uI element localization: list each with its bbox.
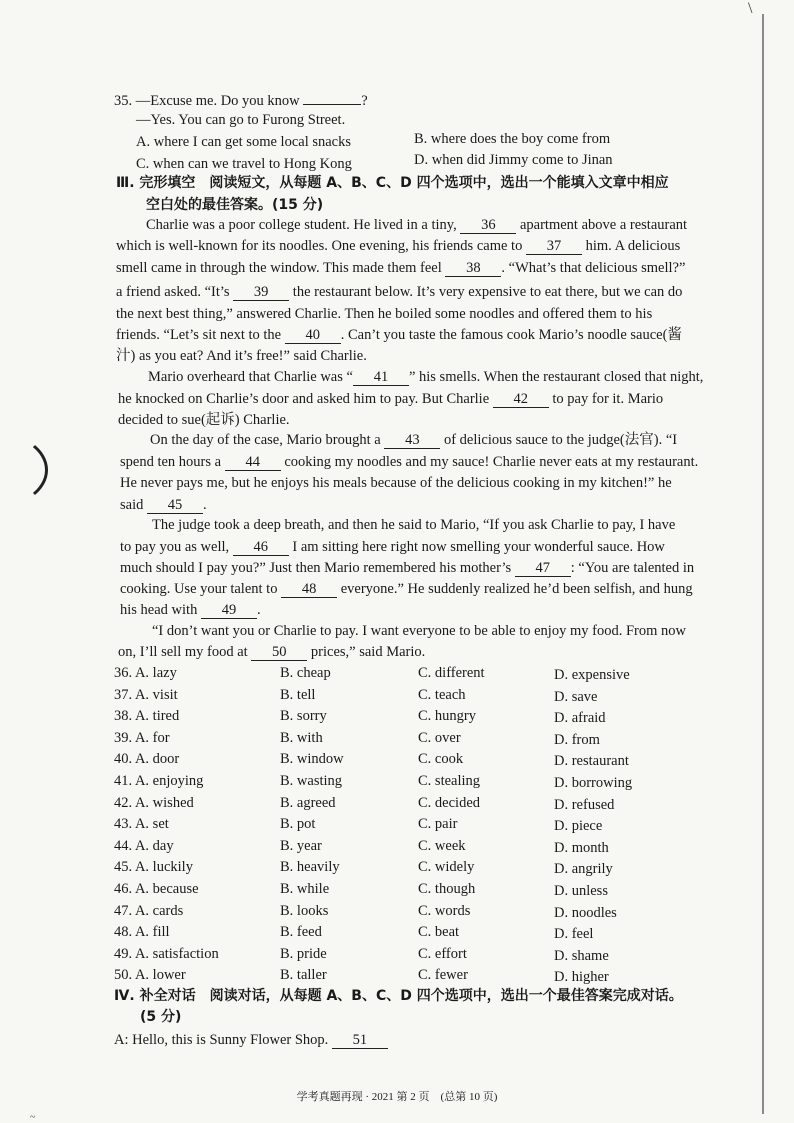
option-48-d: D. feel <box>554 926 594 942</box>
option-39-c: C. over <box>418 730 461 746</box>
passage-line: on, I’ll sell my food at 50 prices,” said Mario. <box>118 644 426 660</box>
q35-option-a: A. where I can get some local snacks <box>136 134 352 150</box>
passage-line: The judge took a deep breath, and then he said to Mario, “If you ask Charlie to pay, I have <box>152 517 676 533</box>
blank-43: 43 <box>384 433 440 449</box>
binding-hole-arc <box>0 432 48 508</box>
blank-46: 46 <box>233 540 289 556</box>
option-49-d: D. shame <box>554 948 609 964</box>
option-49-b: B. pride <box>280 946 327 962</box>
option-37-c: C. teach <box>418 687 466 703</box>
option-50-a: 50. A. lower <box>114 967 186 983</box>
option-43-d: D. piece <box>554 818 603 834</box>
blank-50: 50 <box>251 645 307 661</box>
blank-40: 40 <box>285 328 341 344</box>
option-42-d: D. refused <box>554 797 615 813</box>
passage-line: smell came in through the window. This made them feel 38 . “What’s that delicious smell?” <box>116 260 686 276</box>
option-39-b: B. with <box>280 730 323 746</box>
option-44-a: 44. A. day <box>114 838 174 854</box>
blank-44: 44 <box>225 455 281 471</box>
passage-line: Mario overheard that Charlie was “ 41 ” his smells. When the restaurant closed that night, <box>148 369 704 385</box>
option-41-d: D. borrowing <box>554 775 633 791</box>
option-40-b: B. window <box>280 751 344 767</box>
option-37-b: B. tell <box>280 687 316 703</box>
option-40-c: C. cook <box>418 751 464 767</box>
passage-line: the next best thing,” answered Charlie. Then he boiled some noodles and offered them to his <box>116 306 653 322</box>
option-49-c: C. effort <box>418 946 467 962</box>
option-50-d: D. higher <box>554 969 609 985</box>
option-36-b: B. cheap <box>280 665 331 681</box>
blank-42: 42 <box>493 392 549 408</box>
option-46-d: D. unless <box>554 883 608 899</box>
option-45-a: 45. A. luckily <box>114 859 193 875</box>
section4-heading-cont: (5 分) <box>140 1009 182 1025</box>
q35-option-d: D. when did Jimmy come to Jinan <box>414 152 613 168</box>
blank-41: 41 <box>353 370 409 386</box>
passage-line: to pay you as well, 46 I am sitting here right now smelling your wonderful sauce. How <box>120 539 665 555</box>
q35-blank <box>303 90 361 105</box>
option-43-c: C. pair <box>418 816 458 832</box>
dialogue-line: A: Hello, this is Sunny Flower Shop. 51 <box>114 1031 388 1049</box>
option-38-d: D. afraid <box>554 710 606 726</box>
option-40-a: 40. A. door <box>114 751 180 767</box>
option-50-c: C. fewer <box>418 967 468 983</box>
option-44-c: C. week <box>418 838 466 854</box>
option-49-a: 49. A. satisfaction <box>114 946 219 962</box>
option-50-b: B. taller <box>280 967 327 983</box>
passage-line: 汁) as you eat? And it’s free!” said Charlie. <box>116 348 367 364</box>
q35-option-b: B. where does the boy come from <box>414 131 611 147</box>
option-45-d: D. angrily <box>554 861 613 877</box>
option-37-d: D. save <box>554 689 598 705</box>
passage-line: On the day of the case, Mario brought a 43 of delicious sauce to the judge(法官). “I <box>150 432 678 448</box>
corner-mark: \ <box>748 0 753 17</box>
passage-line: spend ten hours a 44 cooking my noodles and my sauce! Charlie never eats at my restaurant. <box>120 454 699 470</box>
option-42-a: 42. A. wished <box>114 795 194 811</box>
option-47-c: C. words <box>418 903 471 919</box>
option-36-c: C. different <box>418 665 485 681</box>
blank-38: 38 <box>445 261 501 277</box>
option-45-c: C. widely <box>418 859 475 875</box>
passage-line: Charlie was a poor college student. He lived in a tiny, 36 apartment above a restaurant <box>146 217 688 233</box>
option-48-b: B. feed <box>280 924 322 940</box>
option-42-b: B. agreed <box>280 795 336 811</box>
option-41-c: C. stealing <box>418 773 481 789</box>
option-40-d: D. restaurant <box>554 753 629 769</box>
option-38-a: 38. A. tired <box>114 708 180 724</box>
binding-rule <box>762 14 764 1114</box>
option-36-a: 36. A. lazy <box>114 665 177 681</box>
blank-48: 48 <box>281 582 337 598</box>
q35-option-c: C. when can we travel to Hong Kong <box>136 156 352 172</box>
option-38-b: B. sorry <box>280 708 327 724</box>
blank-49: 49 <box>201 603 257 619</box>
option-41-b: B. wasting <box>280 773 343 789</box>
q35-stem: 35. —Excuse me. Do you know ? <box>114 90 368 110</box>
passage-line: cooking. Use your talent to 48 everyone.” He suddenly realized he’d been selfish, and hung <box>120 581 693 597</box>
blank-51: 51 <box>332 1033 388 1049</box>
passage-line: which is well-known for its noodles. One evening, his friends came to 37 him. A delicious <box>116 238 681 254</box>
option-44-b: B. year <box>280 838 322 854</box>
option-45-b: B. heavily <box>280 859 340 875</box>
passage-line: said 45 . <box>120 497 207 513</box>
option-47-d: D. noodles <box>554 905 617 921</box>
option-48-c: C. beat <box>418 924 460 940</box>
option-46-c: C. though <box>418 881 476 897</box>
blank-47: 47 <box>515 561 571 577</box>
blank-39: 39 <box>233 285 289 301</box>
option-46-b: B. while <box>280 881 330 897</box>
blank-36: 36 <box>460 218 516 234</box>
option-42-c: C. decided <box>418 795 481 811</box>
passage-line: his head with 49 . <box>120 602 261 618</box>
option-39-d: D. from <box>554 732 600 748</box>
blank-37: 37 <box>526 239 582 255</box>
option-41-a: 41. A. enjoying <box>114 773 204 789</box>
passage-line: a friend asked. “It’s 39 the restaurant below. It’s very expensive to eat there, but we can do <box>116 284 683 300</box>
section4-heading: Ⅳ. 补全对话 阅读对话，从每题 A、B、C、D 四个选项中，选出一个最佳答案完成对话。 <box>114 988 683 1004</box>
option-43-b: B. pot <box>280 816 316 832</box>
option-47-a: 47. A. cards <box>114 903 184 919</box>
option-46-a: 46. A. because <box>114 881 199 897</box>
option-47-b: B. looks <box>280 903 329 919</box>
option-37-a: 37. A. visit <box>114 687 178 703</box>
passage-line: much should I pay you?” Just then Mario remembered his mother’s 47 : “You are talented in <box>120 560 695 576</box>
option-36-d: D. expensive <box>554 667 630 683</box>
blank-45: 45 <box>147 498 203 514</box>
section3-heading-cont: 空白处的最佳答案。(15 分) <box>146 197 324 213</box>
option-44-d: D. month <box>554 840 609 856</box>
option-48-a: 48. A. fill <box>114 924 170 940</box>
footer-mark: ~ <box>30 1112 36 1123</box>
option-38-c: C. hungry <box>418 708 476 724</box>
passage-line: decided to sue(起诉) Charlie. <box>118 412 290 428</box>
option-43-a: 43. A. set <box>114 816 169 832</box>
passage-line: friends. “Let’s sit next to the 40 . Can’t you taste the famous cook Mario’s noodle sauce(酱 <box>116 327 682 343</box>
passage-line: He never pays me, but he enjoys his meals because of the delicious cooking in my kitchen!” he <box>120 475 672 491</box>
passage-line: he knocked on Charlie’s door and asked him to pay. But Charlie 42 to pay for it. Mario <box>118 391 664 407</box>
page-footer: 学考真题再现 · 2021 第 2 页 (总第 10 页) <box>296 1091 498 1103</box>
option-39-a: 39. A. for <box>114 730 170 746</box>
section3-heading: Ⅲ. 完形填空 阅读短文，从每题 A、B、C、D 四个选项中，选出一个能填入文章中相应 <box>116 175 669 191</box>
q35-reply: —Yes. You can go to Furong Street. <box>136 112 346 128</box>
passage-line: “I don’t want you or Charlie to pay. I want everyone to be able to enjoy my food. From now <box>152 623 686 639</box>
